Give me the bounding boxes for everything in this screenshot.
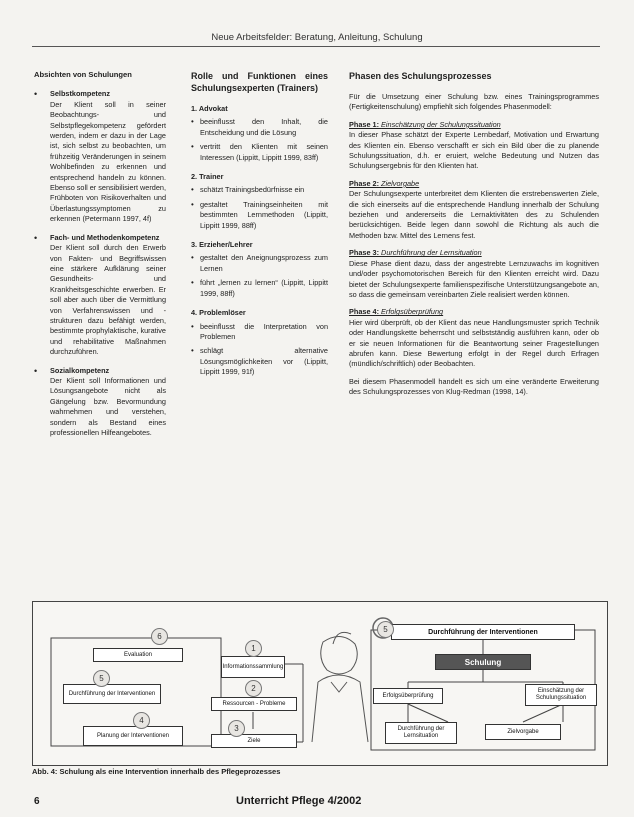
box-evaluation: Evaluation [93, 648, 183, 662]
list-item: • schätzt Trainingsbedürfnisse ein [191, 185, 328, 195]
header-rule [32, 46, 600, 47]
list-item: • schlägt alternative Lösungsmöglichkeiten vor (Lippitt, Lippitt 1999, 91f) [191, 346, 328, 377]
box-zielvorgabe: Zielvorgabe [485, 724, 561, 740]
step-number: 6 [151, 628, 168, 645]
col3-heading: Phasen des Schulungsprozesses [349, 71, 492, 81]
phase-title: Phase 3: Durchführung der Lernsituation [349, 248, 482, 258]
item-text: Der Klient soll durch den Erwerb von Fakten- und Begriffswissen eine stärkere Aufklärung seiner Gesundheits- und Krankheitsgeschichte erwerben. Er soll aber auch über die Vermittlung von Verfahrenswissen und -strukturen dazu befähigt werden, bestimmte prophylaktische, kurative und rehabilitative Maßnahmen durchzuführen. [50, 243, 166, 357]
phase-title: Phase 4: Erfolgsüberprüfung [349, 307, 444, 317]
phase-block [349, 120, 599, 172]
role-section [191, 104, 328, 163]
outro-paragraph: Bei diesem Phasenmodell handelt es sich um eine veränderte Erweiterung des Schulungsprozesses von Klug-Redman (1998, 14). [349, 376, 599, 397]
box-schulung: Schulung [435, 654, 531, 670]
box-planung: Planung der Interventionen [83, 726, 183, 746]
list-item [34, 89, 166, 224]
box-durchfuehrung-interventionen: Durchführung der Interventionen [391, 624, 575, 640]
figure-caption: Abb. 4: Schulung als eine Intervention innerhalb des Pflegeprozesses [32, 767, 281, 776]
list-item: • vertritt den Klienten mit seinen Interessen (Lippitt, Lippitt 1999, 83ff) [191, 142, 328, 163]
phase-text: Diese Phase dient dazu, dass der angestrebte Lernzuwachs im kognitiven und/oder psychomotorischen Bereich für den Klienten erreicht wird. Dazu bietet der Schulungsexperte familienspezifische Unterstützungsangebote an, so dass die gemeinsam vereinbarten Ziele realisiert werden können. [349, 258, 599, 299]
phase-text: Der Schulungsexperte unterbreitet dem Klienten die erstrebenswerten Ziele, die sich einerseits auf die entsprechende Handlung innerhalb der Schulung beziehen und andererseits die Lernaktivitäten des zu Schulenden berücksichtigen. Beide legen dann sowohl die Richtung als auch die Methoden bzw. Mittel des Lernens fest. [349, 189, 599, 240]
list-item: • beeinflusst den Inhalt, die Entscheidung und die Lösung [191, 117, 328, 138]
item-text: Der Klient soll in seiner Beobachtungs- und Selbstpflegekompetenz gefördert werden, indem er dazu in der Lage ist, sich selbst zu beobachten, um frühzeitig Veränderungen in seinem Wohlbefinden zu erkennen und entsprechend handeln zu können. Ebenso soll er sensibilisiert werden, Frühboten von Risikoverhalten und Überlastungssymptomen zu erkennen (Petermann 1997, 4f) [50, 99, 166, 224]
step-number: 4 [133, 712, 150, 729]
box-ressourcen: Ressourcen - Probleme [211, 697, 297, 711]
figure-nursing-process [32, 601, 608, 766]
intro-paragraph: Für die Umsetzung einer Schulung bzw. eines Trainingsprogrammes (Fertigkeitenschulung) empfiehlt sich folgendes Phasenmodell: [349, 92, 599, 112]
column-intentions [34, 70, 166, 446]
step-number: 2 [245, 680, 262, 697]
column-phases [349, 70, 599, 405]
col1-heading: Absichten von Schulungen [34, 70, 132, 79]
page-number: 6 [34, 796, 40, 807]
phase-block [349, 307, 599, 369]
item-text: Der Klient soll Informationen und Lösungsangebote nicht als Gängelung bzw. Bevormundung wahrnehmen und verstehen, sondern als Bestand eines professionellen Hilfeangebotes. [50, 375, 166, 437]
role-section [191, 308, 328, 377]
role-section [191, 240, 328, 299]
phase-title: Phase 1: Einschätzung der Schulungssituation [349, 119, 501, 129]
journal-footer: Unterricht Pflege 4/2002 [236, 795, 362, 807]
box-durchfuehrung: Durchführung der Interventionen [63, 684, 161, 704]
list-item: • beeinflusst die Interpretation von Problemen [191, 322, 328, 343]
item-title: • Selbstkompetenz [50, 89, 111, 99]
item-title: • Sozialkompetenz [50, 365, 110, 375]
role-section [191, 172, 328, 231]
list-item [34, 233, 166, 358]
phase-block [349, 248, 599, 300]
list-item [34, 366, 166, 439]
col2-heading: Rolle und Funktionen eines Schulungsexperten (Trainers) [191, 71, 328, 93]
step-number: 5 [377, 621, 394, 638]
step-number: 1 [245, 640, 262, 657]
role-title: 2. Trainer [191, 172, 224, 182]
role-title: 3. Erzieher/Lehrer [191, 240, 253, 250]
column-roles [191, 70, 328, 387]
list-item: • gestaltet den Aneignungsprozess zum Lernen [191, 253, 328, 274]
item-title: • Fach- und Methodenkompetenz [50, 232, 160, 242]
phase-block [349, 179, 599, 241]
list-item: • führt „lernen zu lernen“ (Lippitt, Lippitt 1999, 88ff) [191, 278, 328, 299]
phase-text: Hier wird überprüft, ob der Klient das neue Handlungsmuster sprich Technik oder Handlungskette beherrscht und selbstständig ausführen kann, oder ob er sie neuen Informationen für die Beantwortung seiner Fragestellungen abrufen kann. Diese Bewertung erfolgt in der Regel durch Erfragen (mündlich/schriftlich) oder Beobachten. [349, 317, 599, 369]
phase-text: In dieser Phase schätzt der Experte Lernbedarf, Motivation und Erwartung des Klienten ein. Ebenso verschafft er sich ein Bild über die zu planende Schulungssituation, d.h. er eruiert, welche Bedeutung und Nutzen das Schulungsergebnis für den Klienten hat. [349, 130, 599, 171]
box-durchfuehrung-lernsituation: Durchführung der Lernsituation [385, 722, 457, 744]
box-ziele: Ziele [211, 734, 297, 748]
nurse-illustration [312, 632, 368, 742]
step-number: 3 [228, 720, 245, 737]
list-item: • gestaltet Trainingseinheiten mit bestimmten Lernmethoden (Lippitt, Lippitt 1999, 88ff) [191, 200, 328, 231]
box-erfolgsueberpruefung: Erfolgsüberprüfung [373, 688, 443, 704]
role-title: 1. Advokat [191, 104, 228, 113]
role-title: 4. Problemlöser [191, 308, 246, 318]
box-informationssammlung: Informationssammlung [221, 656, 285, 678]
running-header: Neue Arbeitsfelder: Beratung, Anleitung, Schulung [211, 32, 423, 43]
phase-title: Phase 2: Zielvorgabe [349, 178, 420, 188]
step-number: 5 [93, 670, 110, 687]
box-einschaetzung: Einschätzung der Schulungssituation [525, 684, 597, 706]
